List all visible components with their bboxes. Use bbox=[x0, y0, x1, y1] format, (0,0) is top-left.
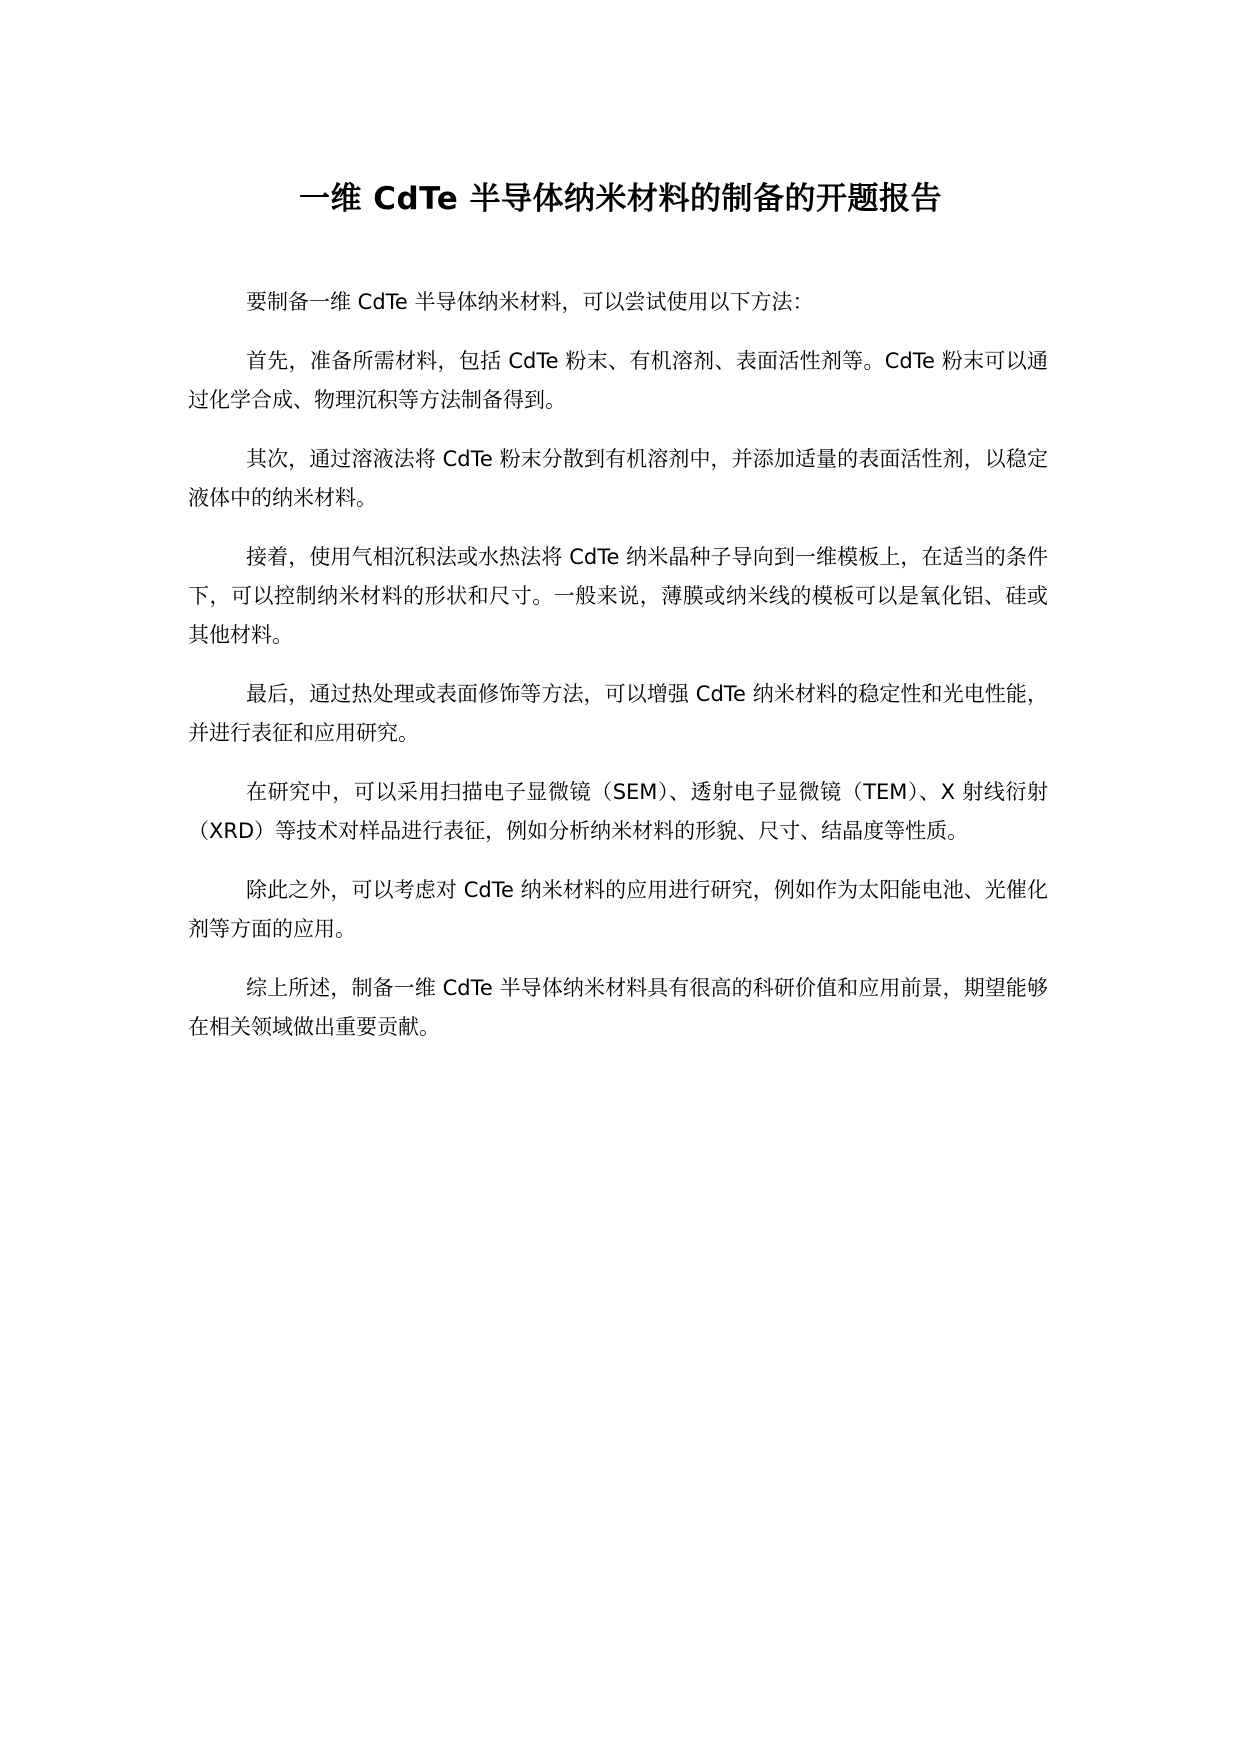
document-body bbox=[188, 283, 1048, 1067]
paragraph-treatment: 最后，通过热处理或表面修饰等方法，可以增强 CdTe 纳米材料的稳定性和光电性能，并进行表征和应用研究。 bbox=[188, 682, 1048, 745]
paragraph-characterization: 在研究中，可以采用扫描电子显微镜（SEM）、透射电子显微镜（TEM）、X 射线衍射（XRD）等技术对样品进行表征，例如分析纳米材料的形貌、尺寸、结晶度等性质。 bbox=[188, 780, 1048, 843]
paragraph-conclusion: 综上所述，制备一维 CdTe 半导体纳米材料具有很高的科研价值和应用前景，期望能够在相关领域做出重要贡献。 bbox=[188, 976, 1048, 1039]
paragraph-materials: 首先，准备所需材料，包括 CdTe 粉末、有机溶剂、表面活性剂等。CdTe 粉末可以通过化学合成、物理沉积等方法制备得到。 bbox=[188, 349, 1048, 412]
paragraph-dispersion: 其次，通过溶液法将 CdTe 粉末分散到有机溶剂中，并添加适量的表面活性剂，以稳定液体中的纳米材料。 bbox=[188, 447, 1048, 510]
document-title: 一维 CdTe 半导体纳米材料的制备的开题报告 bbox=[298, 181, 943, 217]
paragraph-intro: 要制备一维 CdTe 半导体纳米材料，可以尝试使用以下方法： bbox=[246, 290, 814, 314]
paragraph-deposition: 接着，使用气相沉积法或水热法将 CdTe 纳米晶种子导向到一维模板上，在适当的条件下，可以控制纳米材料的形状和尺寸。一般来说，薄膜或纳米线的模板可以是氧化铝、硅或其他材料。 bbox=[188, 545, 1048, 647]
paragraph-applications: 除此之外，可以考虑对 CdTe 纳米材料的应用进行研究，例如作为太阳能电池、光催化剂等方面的应用。 bbox=[188, 878, 1048, 941]
